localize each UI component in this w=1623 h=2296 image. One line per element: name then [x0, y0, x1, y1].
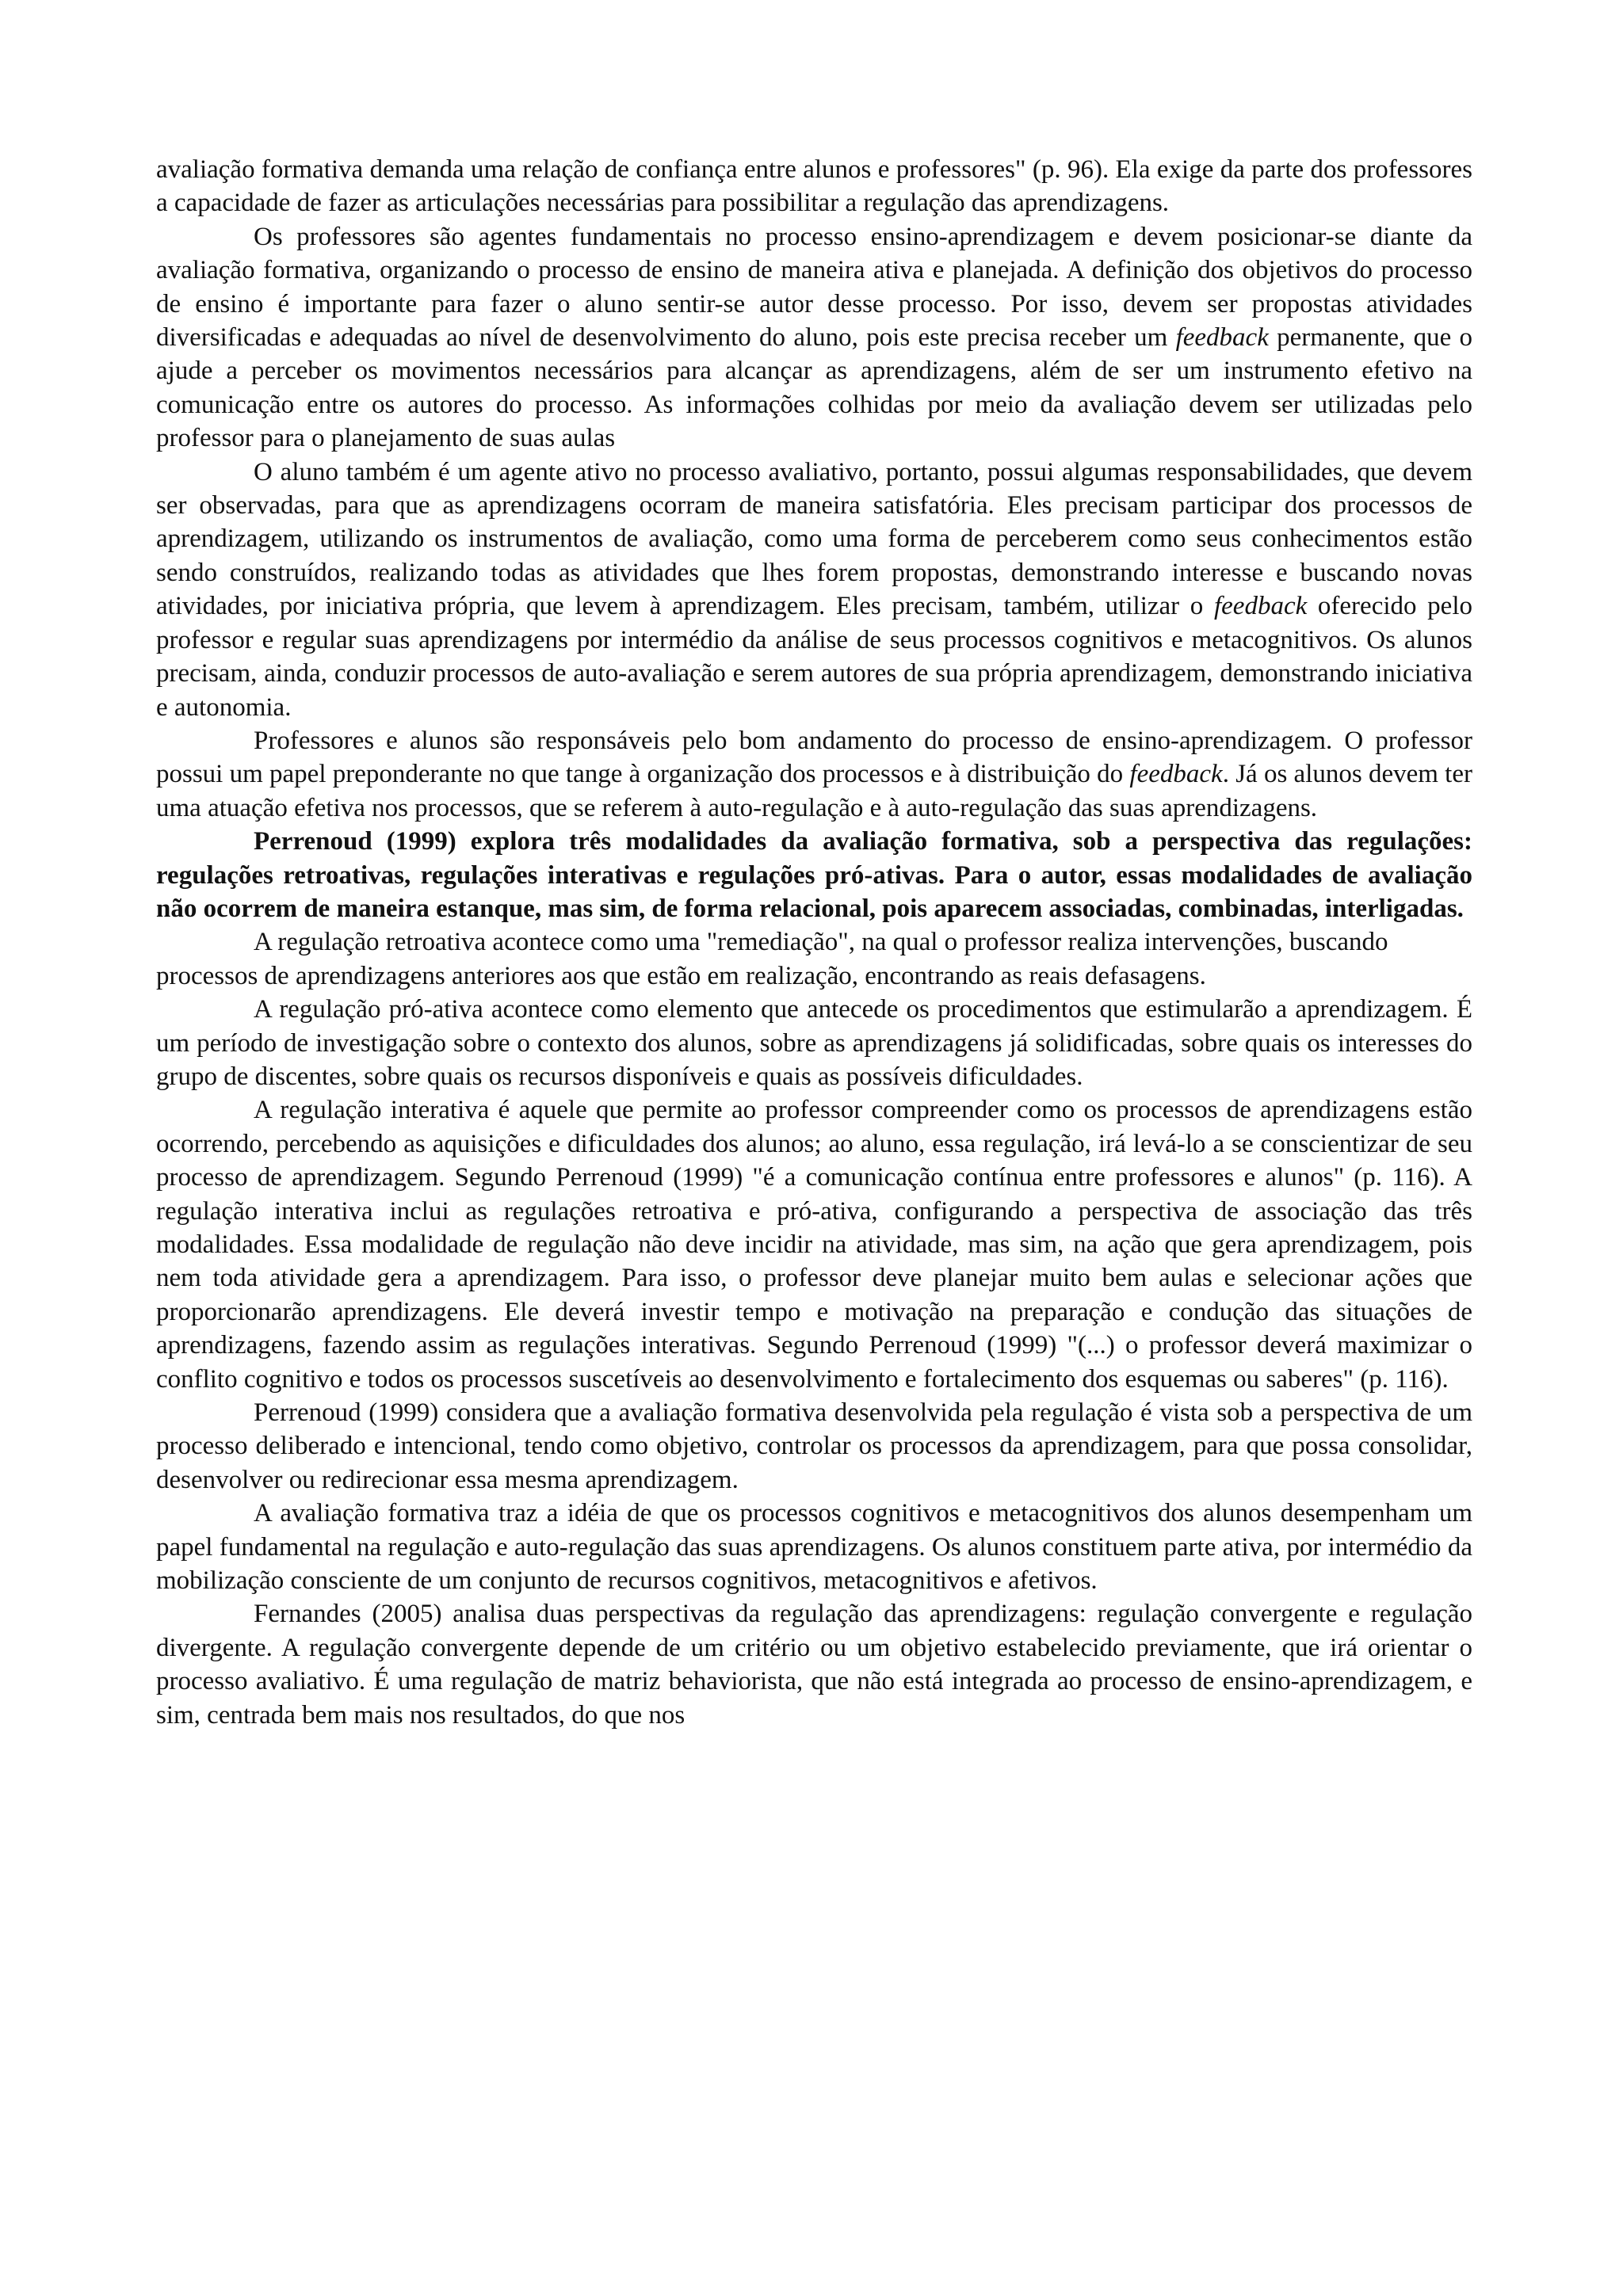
text-run: O aluno também é um agente ativo no processo avaliativo, portanto, possui algumas responsabilidades, que devem ser observadas, para que as aprendizagens ocorram de maneira satisfatória. Eles precisam participar dos processos de aprendizagem, utilizando os instrumentos de avaliação, como uma forma de perceberem como seus conhecimentos estão sendo construídos, realizando todas as atividades que lhes forem propostas, demonstrando interesse e buscando novas atividades, por iniciativa própria, que levem à aprendizagem. Eles precisam, também, utilizar o — [156, 457, 1472, 621]
paragraph — [156, 825, 1472, 925]
paragraph — [156, 1093, 1472, 1396]
text-run: Fernandes (2005) analisa duas perspectivas da regulação das aprendizagens: regulação convergente e regulação divergente. A regulação convergente depende de um critério ou um objetivo estabelecido previamente, que irá orientar o processo avaliativo. É uma regulação de matriz behaviorista, que não está integrada ao processo de ensino-aprendizagem, e sim, centrada bem mais nos resultados, do que nos — [156, 1600, 1472, 1730]
text-run: A regulação retroativa acontece como uma "remediação", na qual o professor realiza intervenções, buscando processos de aprendizagens anteriores aos que estão em realização, encontrando as reais defasagens. — [156, 928, 1388, 990]
paragraph — [156, 456, 1472, 724]
text-run: avaliação formativa demanda uma relação de confiança entre alunos e professores" (p. 96). Ela exige da parte dos professores a capacidade de fazer as articulações necessárias para possibilitar a regulação das aprendizagens. — [156, 155, 1472, 218]
text-run: Perrenoud (1999) explora três modalidades da avaliação formativa, sob a perspectiva das regulações: regulações retroativas, regulações interativas e regulações pró-ativas. Para o autor, essas modalidades de avaliação não ocorrem de maneira estanque, mas sim, de forma relacional, pois aparecem associadas, combinadas, interligadas. — [156, 827, 1472, 923]
paragraph — [156, 1497, 1472, 1597]
paragraph — [156, 993, 1472, 1093]
document-body — [156, 153, 1472, 1732]
paragraph — [156, 153, 1472, 220]
text-run: A regulação interativa é aquele que permite ao professor compreender como os processos de aprendizagens estão ocorrendo, percebendo as aquisições e dificuldades dos alunos; ao aluno, essa regulação, irá levá-lo a se conscientizar de seu processo de aprendizagem. Segundo Perrenoud (1999) "é a comunicação contínua entre professores e alunos" (p. 116). A regulação interativa inclui as regulações retroativa e pró-ativa, configurando a perspectiva de associação das três modalidades. Essa modalidade de regulação não deve incidir na atividade, mas sim, na ação que gera aprendizagem, pois nem toda atividade gera a aprendizagem. Para isso, o professor deve planejar muito bem aulas e selecionar ações que proporcionarão aprendizagens. Ele deverá investir tempo e motivação na preparação e condução das situações de aprendizagens, fazendo assim as regulações interativas. Segundo Perrenoud (1999) "(...) o professor deverá maximizar o conflito cognitivo e todos os processos suscetíveis ao desenvolvimento e fortalecimento dos esquemas ou saberes" (p. 116). — [156, 1096, 1472, 1394]
italic-term: feedback — [1213, 592, 1308, 621]
text-run: Perrenoud (1999) considera que a avaliação formativa desenvolvida pela regulação é vista sob a perspectiva de um processo deliberado e intencional, tendo como objetivo, controlar os processos da aprendizagem, para que possa consolidar, desenvolver ou redirecionar essa mesma aprendizagem. — [156, 1398, 1472, 1494]
text-run: oferecido pelo professor e regular suas aprendizagens por intermédio da análise de seus processos cognitivos e metacognitivos. Os alunos precisam, ainda, conduzir processos de auto-avaliação e serem autores de sua própria aprendizagem, demonstrando iniciativa e autonomia. — [156, 592, 1472, 722]
text-run: permanente, que o ajude a perceber os movimentos necessários para alcançar as aprendizagens, além de ser um instrumento efetivo na comunicação entre os autores do processo. As informações colhidas por meio da avaliação devem ser utilizadas pelo professor para o planejamento de suas aulas — [156, 323, 1473, 453]
italic-term: feedback — [1129, 760, 1223, 789]
paragraph — [156, 925, 1472, 993]
text-run: . Já os alunos devem ter uma atuação efetiva nos processos, que se referem à auto-regulação e à auto-regulação das suas aprendizagens. — [156, 760, 1472, 822]
italic-term: feedback — [1175, 323, 1269, 353]
text-run: Professores e alunos são responsáveis pelo bom andamento do processo de ensino-aprendizagem. O professor possui um papel preponderante no que tange à organização dos processos e à distribuição do — [156, 726, 1472, 789]
paragraph — [156, 1597, 1472, 1732]
paragraph — [156, 724, 1472, 825]
paragraph — [156, 1396, 1472, 1497]
text-run: A avaliação formativa traz a idéia de que os processos cognitivos e metacognitivos dos alunos desempenham um papel fundamental na regulação e auto-regulação das suas aprendizagens. Os alunos constituem parte ativa, por intermédio da mobilização consciente de um conjunto de recursos cognitivos, metacognitivos e afetivos. — [156, 1499, 1472, 1596]
text-run: Os professores são agentes fundamentais no processo ensino-aprendizagem e devem posicionar-se diante da avaliação formativa, organizando o processo de ensino de maneira ativa e planejada. A definição dos objetivos do processo de ensino é importante para fazer o aluno sentir-se autor desse processo. Por isso, devem ser propostas atividades diversificadas e adequadas ao nível de desenvolvimento do aluno, pois este precisa receber um — [156, 222, 1472, 353]
paragraph — [156, 220, 1472, 456]
text-run: A regulação pró-ativa acontece como elemento que antecede os procedimentos que estimularão a aprendizagem. É um período de investigação sobre o contexto dos alunos, sobre as aprendizagens já solidificadas, sobre quais os interesses do grupo de discentes, sobre quais os recursos disponíveis e quais as possíveis dificuldades. — [156, 995, 1472, 1091]
